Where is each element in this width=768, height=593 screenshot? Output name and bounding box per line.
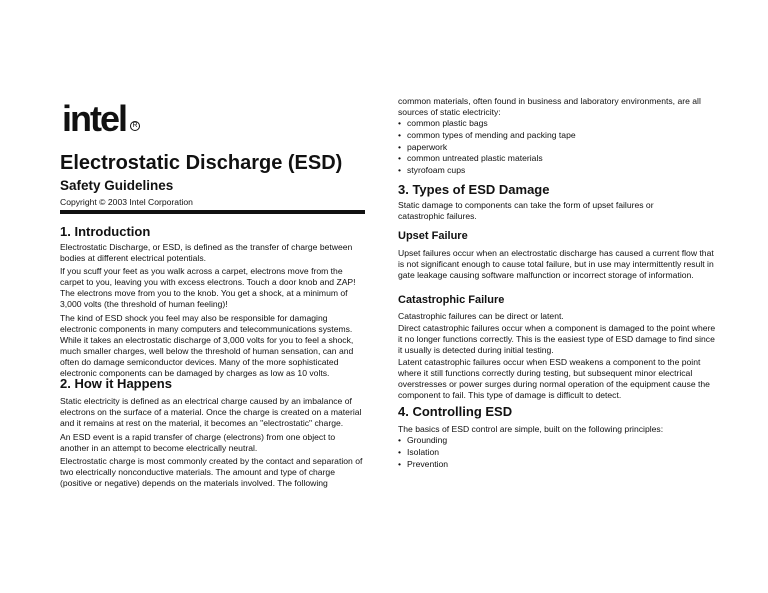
registered-mark-icon: R <box>130 121 140 131</box>
how-paragraph-2: An ESD event is a rapid transfer of charge (electrons) from one object to another in an attempt to become electrically neutral. <box>60 432 336 453</box>
static-sources-list <box>398 118 716 177</box>
list-item: • common plastic bags <box>398 118 716 130</box>
upset-failure-paragraph: Upset failures occur when an electrostatic discharge has caused a current flow that is not significant enough to cause total failure, but in use may intermittently result in gate leakage causing software malfunction or incorrect storage of information. <box>398 248 714 280</box>
title-divider <box>60 210 365 214</box>
list-item: • Prevention <box>398 459 716 471</box>
document-title: Electrostatic Discharge (ESD) <box>60 152 343 174</box>
section-heading-how-it-happens: 2. How it Happens <box>60 376 172 391</box>
how-paragraph-1: Static electricity is defined as an electrical charge caused by an imbalance of electrons on the surface of a material. Once the charge is created on a material and it remains at rest on the material, it becomes an "electrostatic" charge. <box>60 396 362 428</box>
how-paragraph-3: Electrostatic charge is most commonly created by the contact and separation of two electrically nonconductive materials. The amount and type of charge (positive or negative) depends on the materials involved. The following <box>60 456 363 488</box>
section-heading-introduction: 1. Introduction <box>60 224 151 239</box>
copyright-notice: Copyright © 2003 Intel Corporation <box>60 197 193 207</box>
section-heading-types-of-esd-damage: 3. Types of ESD Damage <box>398 182 550 197</box>
list-item: • common untreated plastic materials <box>398 153 716 165</box>
intro-paragraph-2: If you scuff your feet as you walk across a carpet, electrons move from the carpet to you, leaving you with excess electrons. Touch a door knob and ZAP! The electrons move from you to the knob. You get a shock, at a minimum of 3,000 volts (the threshold of human feeling)! <box>60 266 356 309</box>
types-paragraph-1: Static damage to components can take the form of upset failures or catastrophic failures. <box>398 200 654 221</box>
control-paragraph-1: The basics of ESD control are simple, built on the following principles: <box>398 424 664 434</box>
logo-wordmark: intel <box>62 98 127 139</box>
how-paragraph-4: common materials, often found in business and laboratory environments, are all sources of static electricity: <box>398 96 701 117</box>
intel-logo <box>62 98 140 139</box>
subheading-upset-failure: Upset Failure <box>398 230 468 242</box>
subheading-catastrophic-failure: Catastrophic Failure <box>398 294 505 306</box>
section-heading-controlling-esd: 4. Controlling ESD <box>398 404 513 419</box>
catastrophic-paragraph-2: Direct catastrophic failures occur when a component is damaged to the point where it no longer functions correctly. This is the easiest type of ESD damage to find since it usually is detected during initial testing. <box>398 323 716 355</box>
list-item: • paperwork <box>398 142 716 154</box>
list-item: • Isolation <box>398 447 716 459</box>
esd-principles-list <box>398 435 716 470</box>
intro-paragraph-1: Electrostatic Discharge, or ESD, is defined as the transfer of charge between bodies at different electrical potentials. <box>60 242 353 263</box>
catastrophic-paragraph-1: Catastrophic failures can be direct or latent. <box>398 311 564 321</box>
list-item: • common types of mending and packing tape <box>398 130 716 142</box>
intro-paragraph-3: The kind of ESD shock you feel may also be responsible for damaging electronic components in many computers and telecommunications systems. While it takes an electrostatic discharge of 3,000 volts for you to feel a shock, much smaller charges, well below the threshold of human sensation, can and often do damage semiconductor devices. Many of the more sophisticated electronic components can be damaged by charges as low as 10 volts. <box>60 313 354 378</box>
document-subtitle: Safety Guidelines <box>60 178 174 193</box>
list-item: • Grounding <box>398 435 716 447</box>
catastrophic-paragraph-3: Latent catastrophic failures occur when ESD weakens a component to the point where it still functions correctly during testing, but subsequent minor electrical overstresses or power surges during normal operation of the equipment cause the component to fail. This type of damage is difficult to detect. <box>398 357 710 400</box>
list-item: • styrofoam cups <box>398 165 716 177</box>
